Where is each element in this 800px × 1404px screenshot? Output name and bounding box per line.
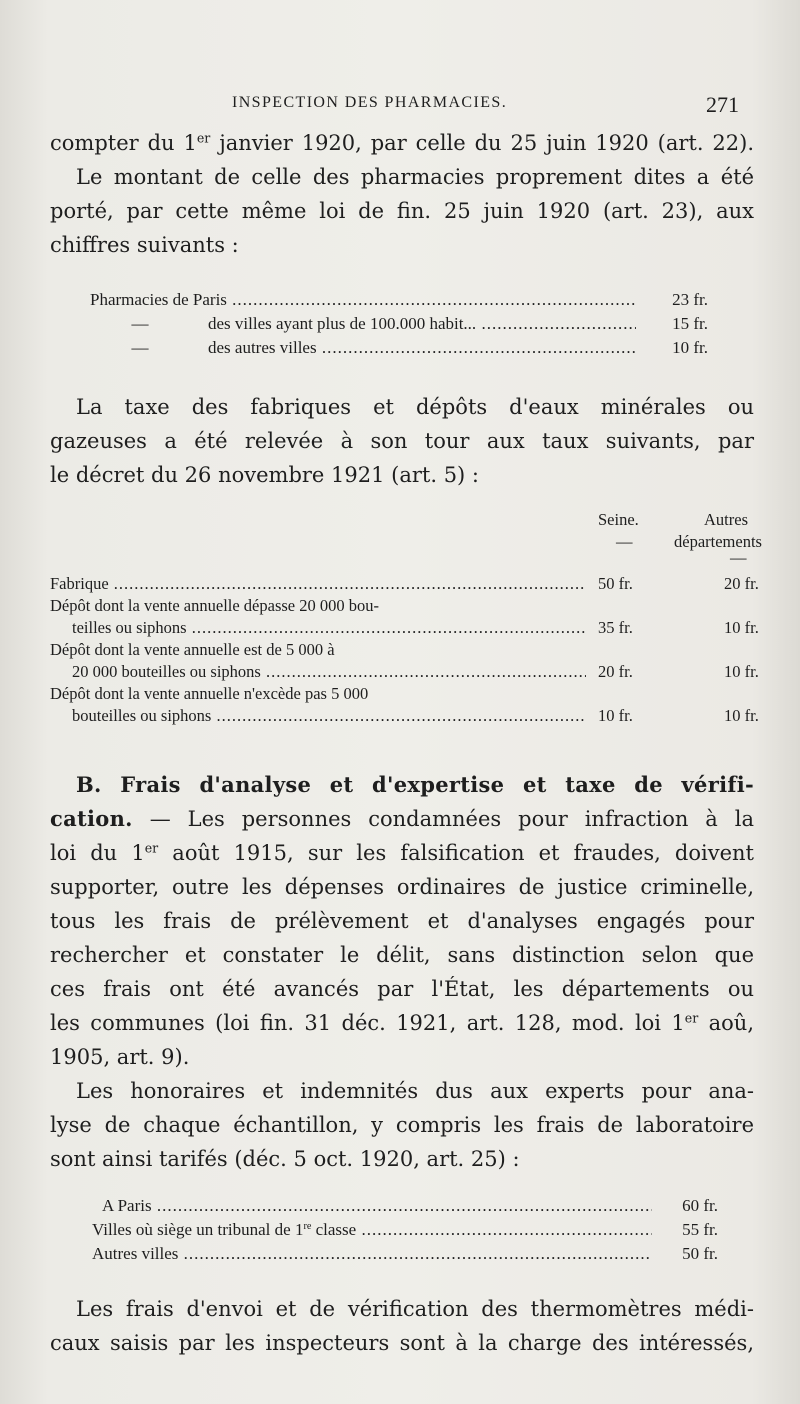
text-line: lyse de chaque échantillon, y compris les frais de laboratoire	[50, 1113, 754, 1137]
tariff-row	[90, 314, 710, 338]
column-header-seine: Seine.	[598, 510, 639, 529]
row-label: Fabrique .....	[50, 574, 586, 594]
expert-fee-table	[92, 1196, 722, 1268]
text-line: ces frais ont été avancés par l'État, les départements ou	[50, 977, 754, 1001]
table-row	[50, 684, 759, 728]
tariff-amount: 10 fr.	[672, 338, 708, 357]
pharmacy-tariff-table	[90, 290, 710, 362]
text-line: rechercher et constater le délit, sans distinction selon que	[50, 943, 754, 967]
row-label: Dépôt dont la vente annuelle est de 5 000 à	[50, 640, 335, 659]
row-label-continued: bouteilles ou siphons .....	[72, 706, 586, 726]
value-seine: 35 fr.	[598, 618, 633, 637]
tariff-label: des autres villes .....	[208, 338, 636, 358]
text-line: 1905, art. 9).	[50, 1045, 190, 1069]
column-header-departements: départements	[674, 532, 762, 551]
tariff-label: Autres villes .....	[92, 1244, 652, 1264]
tariff-label: Villes où siège un tribunal de 1re classe .....	[92, 1220, 652, 1240]
text-line: porté, par cette même loi de fin. 25 juin 1920 (art. 23), aux	[50, 199, 754, 223]
text-line: compter du 1er janvier 1920, par celle du 25 juin 1920 (art. 22).	[50, 130, 754, 155]
text-line: loi du 1er août 1915, sur les falsification et fraudes, doivent	[50, 840, 754, 865]
tariff-row	[92, 1244, 722, 1268]
tariff-row	[90, 290, 710, 314]
running-head	[0, 92, 800, 122]
paragraph-mineral-water-tax	[50, 390, 754, 492]
tariff-row	[92, 1196, 722, 1220]
column-header-autres: Autres	[704, 510, 748, 529]
table-row	[50, 574, 759, 596]
tariff-amount: 23 fr.	[672, 290, 708, 309]
tariff-row	[92, 1220, 722, 1244]
tariff-label: des villes ayant plus de 100.000 habit... .....	[208, 314, 636, 334]
ditto-dash: —	[131, 314, 149, 333]
row-label-continued: teilles ou siphons .....	[72, 618, 586, 638]
text-line: La taxe des fabriques et dépôts d'eaux minérales ou	[76, 395, 754, 419]
value-seine: 10 fr.	[598, 706, 633, 725]
tariff-row	[90, 338, 710, 362]
text-line: Le montant de celle des pharmacies proprement dites a été	[76, 165, 754, 189]
value-autres: 10 fr.	[724, 618, 759, 637]
section-heading-continued: cation.	[50, 806, 133, 831]
tariff-label: A Paris .....	[102, 1196, 652, 1216]
text-line: caux saisis par les inspecteurs sont à la charge des intéressés,	[50, 1331, 754, 1355]
page-number: 271	[706, 92, 739, 117]
running-title: INSPECTION DES PHARMACIES.	[232, 94, 508, 111]
text-line: supporter, outre les dépenses ordinaires de justice criminelle,	[50, 875, 754, 899]
section-heading: B. Frais d'analyse et d'expertise et taxe de vérifi-	[76, 772, 754, 797]
text-run: — Les personnes condamnées pour infraction à la	[132, 807, 754, 831]
text-line: gazeuses a été relevée à son tour aux taux suivants, par	[50, 429, 754, 453]
ditto-dash: —	[131, 338, 149, 357]
tariff-amount: 60 fr.	[682, 1196, 718, 1215]
table-row	[50, 640, 759, 684]
text-line: les communes (loi fin. 31 déc. 1921, art. 128, mod. loi 1er aoû,	[50, 1010, 754, 1035]
column-header-dash: —	[730, 548, 747, 567]
value-autres: 10 fr.	[724, 706, 759, 725]
value-autres: 20 fr.	[724, 574, 759, 593]
value-seine: 50 fr.	[598, 574, 633, 593]
text-line: Les frais d'envoi et de vérification des thermomètres médi-	[76, 1297, 754, 1321]
value-autres: 10 fr.	[724, 662, 759, 681]
paragraph-expert-fees	[50, 1074, 754, 1176]
row-label: Dépôt dont la vente annuelle n'excède pas 5 000	[50, 684, 369, 703]
tariff-amount: 15 fr.	[672, 314, 708, 333]
column-header-dash: —	[616, 532, 633, 551]
tariff-amount: 50 fr.	[682, 1244, 718, 1263]
value-seine: 20 fr.	[598, 662, 633, 681]
row-label: Dépôt dont la vente annuelle dépasse 20 000 bou-	[50, 596, 379, 615]
paragraph-pharmacy-tax	[50, 126, 754, 262]
table-row	[50, 596, 759, 640]
text-line: chiffres suivants :	[50, 233, 239, 257]
text-line: sont ainsi tarifés (déc. 5 oct. 1920, art. 25) :	[50, 1147, 520, 1171]
paragraph-thermometers	[50, 1292, 754, 1360]
text-line: le décret du 26 novembre 1921 (art. 5) :	[50, 463, 479, 487]
text-line: tous les frais de prélèvement et d'analyses engagés pour	[50, 909, 754, 933]
section-b-paragraph	[50, 768, 754, 1074]
text-line: Les honoraires et indemnités dus aux experts pour ana-	[76, 1079, 754, 1103]
tariff-amount: 55 fr.	[682, 1220, 718, 1239]
tariff-label: Pharmacies de Paris .....	[90, 290, 636, 310]
row-label-continued: 20 000 bouteilles ou siphons .....	[72, 662, 586, 682]
